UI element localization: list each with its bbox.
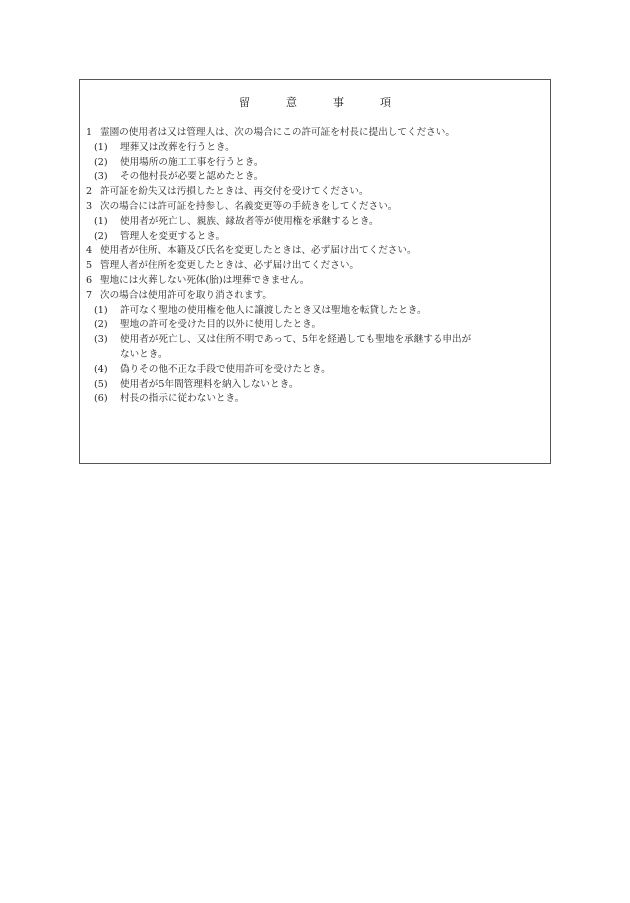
list-item xyxy=(86,289,548,304)
list-item xyxy=(86,200,548,215)
item-text: 許可証を紛失又は汚損したときは、再交付を受けてください。 xyxy=(100,186,369,198)
list-item xyxy=(86,363,548,378)
item-number: (6) xyxy=(94,393,108,405)
item-number: (1) xyxy=(94,304,108,316)
item-text: 埋葬又は改葬を行うとき。 xyxy=(120,141,235,153)
list-item xyxy=(86,259,548,274)
item-text: 使用者が死亡し、又は住所不明であって、5年を経過しても聖地を承継する申出が xyxy=(120,334,472,346)
item-text: 次の場合は使用許可を取り消されます。 xyxy=(100,289,272,301)
list-item xyxy=(86,392,548,407)
item-text: 管理人者が住所を変更したときは、必ず届け出てください。 xyxy=(100,260,360,272)
item-number: (1) xyxy=(94,215,108,227)
item-number: (3) xyxy=(94,334,108,346)
item-text: 使用場所の施工工事を行うとき。 xyxy=(120,156,264,168)
list-item xyxy=(86,230,548,245)
list-item xyxy=(86,378,548,393)
item-text: その他村長が必要と認めたとき。 xyxy=(120,171,264,183)
item-number: 2 xyxy=(86,186,93,198)
title-char: 意 xyxy=(286,96,297,109)
list-item xyxy=(86,333,548,348)
item-number: 7 xyxy=(86,289,93,301)
item-number: 1 xyxy=(86,127,93,138)
title-char: 事 xyxy=(333,96,344,109)
list-item xyxy=(86,318,548,333)
item-text: 偽りその他不正な手段で使用許可を受けたとき。 xyxy=(120,363,331,375)
item-number: (2) xyxy=(94,230,108,242)
list-item xyxy=(86,126,548,141)
title-char: 留 xyxy=(239,96,250,109)
notice-box xyxy=(79,79,551,464)
list-item xyxy=(86,244,548,259)
list-item xyxy=(86,185,548,200)
list-item xyxy=(86,170,548,185)
title-char: 項 xyxy=(380,96,391,109)
item-text: ないとき。 xyxy=(120,348,168,360)
list-item xyxy=(86,141,548,156)
item-number: (4) xyxy=(94,363,108,375)
item-number: (3) xyxy=(94,171,108,183)
item-number: (5) xyxy=(94,378,108,390)
item-text: 使用者が住所、本籍及び氏名を変更したときは、必ず届け出てください。 xyxy=(100,245,417,257)
list-item xyxy=(86,156,548,171)
item-text: 聖地には火葬しない死体(胎)は埋葬できません。 xyxy=(100,274,310,286)
notice-title xyxy=(80,94,550,110)
list-item xyxy=(86,274,548,289)
list-item xyxy=(86,348,548,363)
item-text: 使用者が5年間管理料を納入しないとき。 xyxy=(120,378,299,390)
item-number: (2) xyxy=(94,156,108,168)
item-text: 使用者が死亡し、親族、縁故者等が使用権を承継するとき。 xyxy=(120,215,379,227)
item-number: (2) xyxy=(94,319,108,331)
item-text: 管理人を変更するとき。 xyxy=(120,230,226,242)
notice-list xyxy=(86,126,548,407)
item-number: 6 xyxy=(86,274,93,286)
item-text: 次の場合には許可証を持参し、名義変更等の手続きをしてください。 xyxy=(100,200,398,212)
item-text: 聖地の許可を受けた目的以外に使用したとき。 xyxy=(120,319,322,331)
item-number: 5 xyxy=(86,260,93,272)
item-number: 3 xyxy=(86,200,93,212)
item-text: 許可なく聖地の使用権を他人に譲渡したとき又は聖地を転貸したとき。 xyxy=(120,304,427,316)
item-text: 霊園の使用者は又は管理人は、次の場合にこの許可証を村長に提出してください。 xyxy=(100,127,455,138)
list-item xyxy=(86,304,548,319)
item-number: 4 xyxy=(86,245,93,257)
list-item xyxy=(86,215,548,230)
item-text: 村長の指示に従わないとき。 xyxy=(120,393,245,405)
item-number: (1) xyxy=(94,141,108,153)
